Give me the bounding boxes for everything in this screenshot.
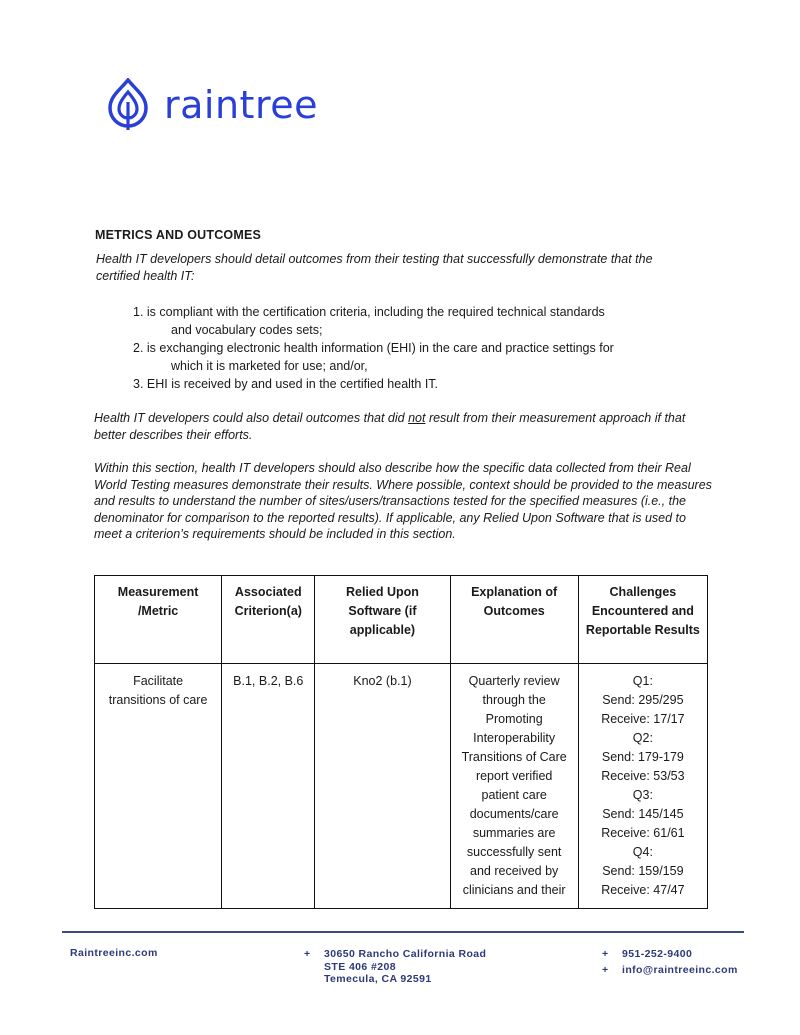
results-lines [585, 672, 701, 900]
list-item-text: 3. EHI is received by and used in the certified health IT. [133, 377, 439, 391]
paragraph-text: Health IT developers could also detail outcomes that did [94, 411, 409, 425]
header-measurement: Measurement /Metric [95, 576, 222, 664]
result-line: Send: 159/159 [602, 864, 684, 878]
result-line: Q4: [632, 845, 653, 859]
explanation-line: summaries are [472, 826, 556, 840]
list-item-continuation: which it is marketed for use; and/or, [171, 359, 368, 373]
explanation-line: and received by [470, 864, 559, 878]
footer-address [304, 948, 486, 986]
address-line: 30650 Rancho California Road [324, 948, 487, 960]
result-line: Receive: 47/47 [601, 883, 685, 897]
explanation-lines [457, 672, 572, 900]
footer-email: info@raintreeinc.com [622, 963, 738, 976]
footer-divider [62, 931, 744, 933]
explanation-line: documents/care [469, 807, 559, 821]
result-line: Send: 145/145 [602, 807, 684, 821]
address-line: Temecula, CA 92591 [324, 973, 432, 985]
result-line: Q3: [632, 788, 653, 802]
result-line: Q2: [632, 731, 653, 745]
table-header-row [95, 576, 708, 664]
list-item [133, 339, 673, 375]
list-item [133, 303, 673, 339]
list-item-text: 2. is exchanging electronic health information (EHI) in the care and practice settings for [133, 341, 614, 355]
context-paragraph: Within this section, health IT developers should also describe how the specific data collected from their Real World Testing measures demonstrate their results. Where possible, context should be provided to the measures and results to understand the number of sites/users/transactions tested for the specified measures (i.e., the denominator for comparison to the reported results). If applicable, any Relied Upon Software that is used to meet a criterion’s requirements should be included in this section. [94, 461, 712, 541]
metrics-table [94, 575, 708, 909]
plus-icon: + [304, 948, 311, 960]
cell-results [578, 664, 707, 909]
cell-metric [95, 664, 222, 909]
table-row [95, 664, 708, 909]
list-item-continuation: and vocabulary codes sets; [171, 323, 323, 337]
paragraph-text: result from their measurement approach if that better describes their efforts. [94, 411, 686, 442]
raintree-drop-leaf-icon [104, 78, 152, 132]
plus-icon: + [602, 963, 609, 976]
section-heading: METRICS AND OUTCOMES [95, 228, 262, 242]
plus-icon: + [602, 948, 609, 960]
explanation-line: patient care [481, 788, 547, 802]
metric-line: transitions of care [108, 693, 208, 707]
explanation-line: Interoperability [473, 731, 556, 745]
outcomes-paragraph [94, 410, 714, 443]
result-line: Send: 179-179 [601, 750, 684, 764]
explanation-line: Promoting [485, 712, 543, 726]
explanation-line: report verified [475, 769, 553, 783]
result-line: Receive: 61/61 [601, 826, 685, 840]
list-item [133, 375, 673, 393]
cell-criterion: B.1, B.2, B.6 [222, 664, 315, 909]
header-software: Relied Upon Software (if applicable) [315, 576, 450, 664]
result-line: Receive: 17/17 [601, 712, 685, 726]
result-line: Receive: 53/53 [601, 769, 685, 783]
explanation-line: Quarterly review [468, 674, 560, 688]
underlined-word: not [408, 411, 426, 425]
cell-software: Kno2 (b.1) [315, 664, 450, 909]
explanation-line: Transitions of Care [461, 750, 567, 764]
list-item-text: 1. is compliant with the certification criteria, including the required technical standards [133, 305, 605, 319]
footer-contact [602, 948, 738, 976]
raintree-logo [104, 78, 318, 132]
result-line: Send: 295/295 [602, 693, 684, 707]
header-results: Challenges Encountered and Reportable Results [578, 576, 707, 664]
footer-website: Raintreeinc.com [70, 947, 158, 959]
explanation-line: successfully sent [466, 845, 562, 859]
explanation-line: through the [482, 693, 546, 707]
footer-phone: 951-252-9400 [622, 948, 693, 960]
address-line: STE 406 #208 [324, 960, 396, 973]
metric-lines [101, 672, 215, 710]
metric-line: Facilitate [133, 674, 184, 688]
header-criterion: Associated Criterion(a) [222, 576, 315, 664]
intro-paragraph: Health IT developers should detail outcomes from their testing that successfully demonstrate that the certified health IT: [96, 252, 653, 283]
result-line: Q1: [632, 674, 653, 688]
cell-explanation [450, 664, 578, 909]
criteria-list [133, 303, 673, 393]
header-explanation: Explanation of Outcomes [450, 576, 578, 664]
brand-name: raintree [164, 83, 318, 127]
explanation-line: clinicians and their [462, 883, 566, 897]
